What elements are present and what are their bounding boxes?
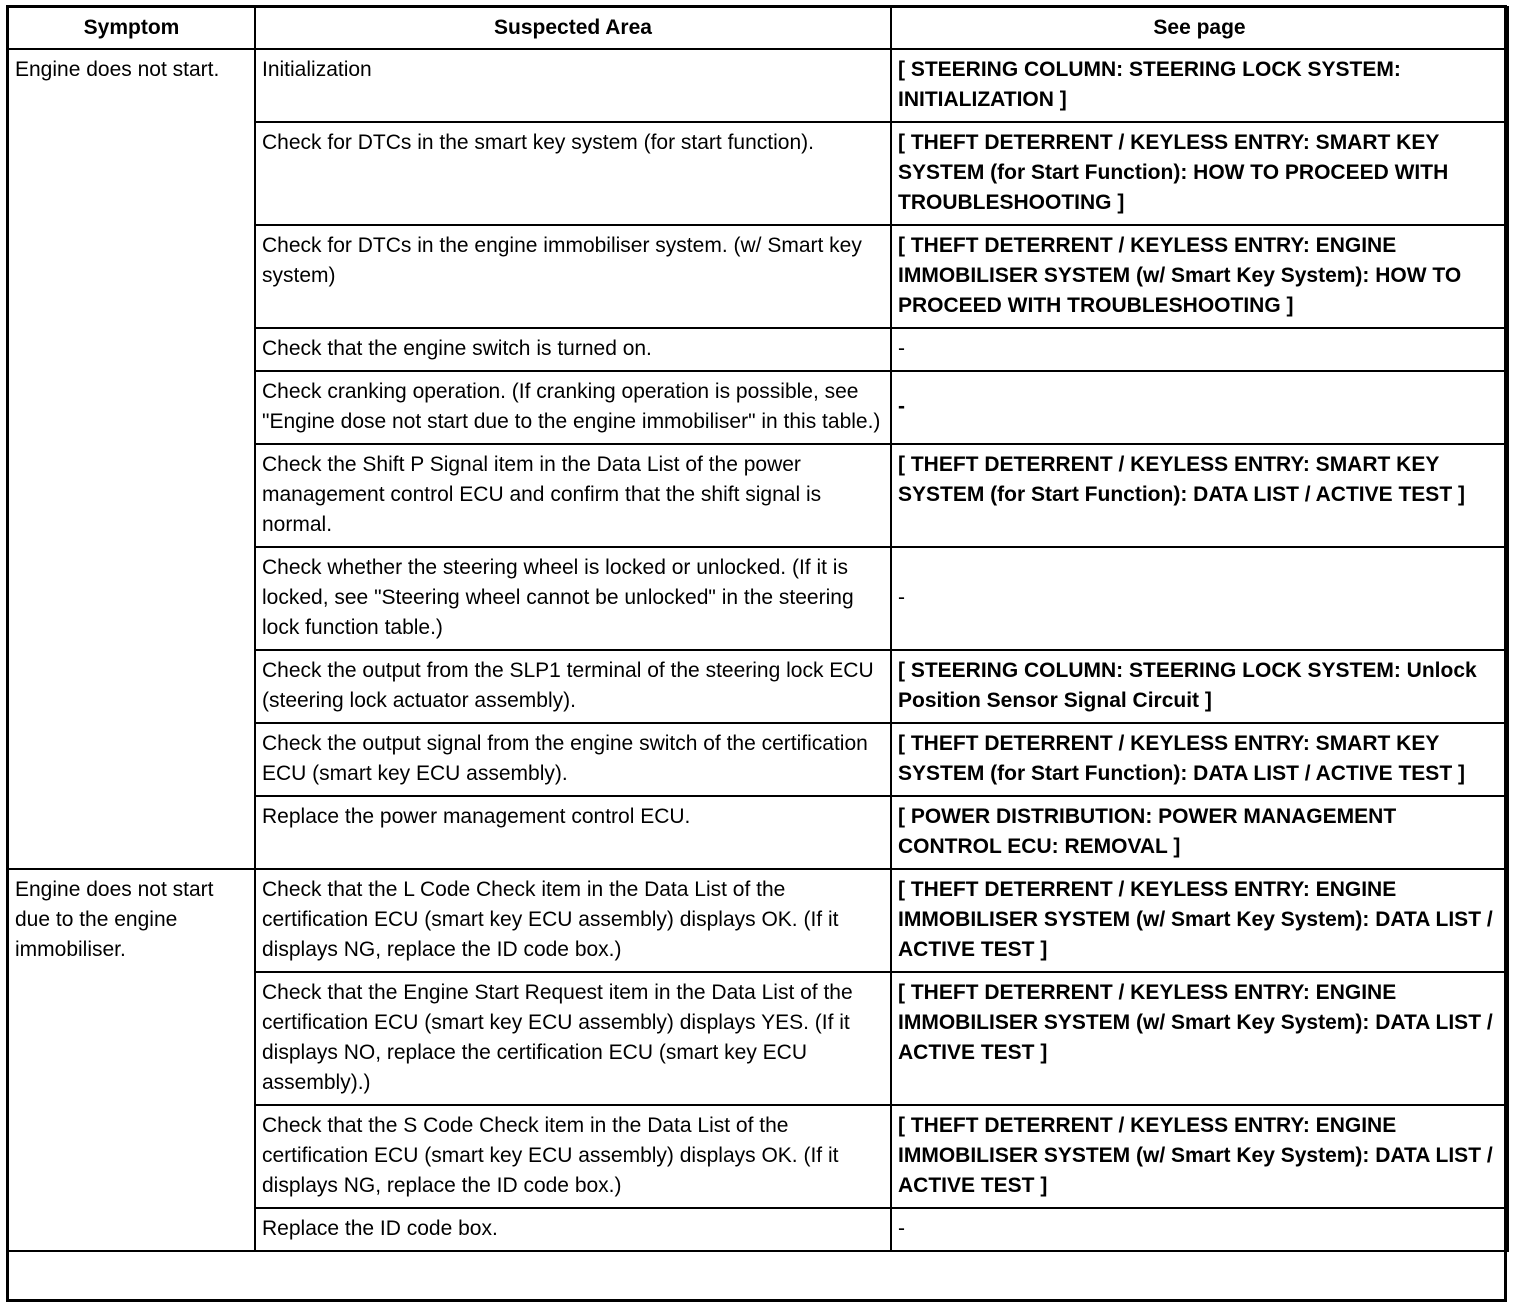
header-symptom: Symptom [8,7,255,49]
see-page-link[interactable]: [ STEERING COLUMN: STEERING LOCK SYSTEM: Unlock Position Sensor Signal Circuit ] [891,650,1508,723]
suspected-area-cell: Check that the S Code Check item in the Data List of the certification ECU (smart key ECU assembly) displays OK. (If it displays NG, replace the ID code box.) [255,1105,891,1208]
see-page-link[interactable]: [ THEFT DETERRENT / KEYLESS ENTRY: ENGINE IMMOBILISER SYSTEM (w/ Smart Key System): DATA LIST / ACTIVE TEST ] [891,972,1508,1105]
suspected-area-cell: Check for DTCs in the smart key system (for start function). [255,122,891,225]
suspected-area-cell: Check the output from the SLP1 terminal of the steering lock ECU (steering lock actuator assembly). [255,650,891,723]
header-see-page: See page [891,7,1508,49]
suspected-area-cell: Initialization [255,49,891,122]
see-page-dash: - [891,1208,1508,1251]
symptom-cell: Engine does not start due to the engine immobiliser. [8,869,255,1251]
symptom-cell: Engine does not start. [8,49,255,869]
see-page-link[interactable]: [ THEFT DETERRENT / KEYLESS ENTRY: SMART KEY SYSTEM (for Start Function): HOW TO PROCEED WITH TROUBLESHOOTING ] [891,122,1508,225]
suspected-area-cell: Check that the L Code Check item in the Data List of the certification ECU (smart key ECU assembly) displays OK. (If it displays NG, replace the ID code box.) [255,869,891,972]
suspected-area-cell: Replace the power management control ECU. [255,796,891,869]
see-page-link[interactable]: [ THEFT DETERRENT / KEYLESS ENTRY: SMART KEY SYSTEM (for Start Function): DATA LIST / ACTIVE TEST ] [891,444,1508,547]
see-page-dash: - [891,547,1508,650]
suspected-area-cell: Check for DTCs in the engine immobiliser system. (w/ Smart key system) [255,225,891,328]
table-row [8,869,1508,972]
see-page-dash: - [891,328,1508,371]
see-page-link[interactable]: [ THEFT DETERRENT / KEYLESS ENTRY: ENGINE IMMOBILISER SYSTEM (w/ Smart Key System): DATA LIST / ACTIVE TEST ] [891,1105,1508,1208]
table-row [8,49,1508,122]
see-page-link[interactable]: [ STEERING COLUMN: STEERING LOCK SYSTEM: INITIALIZATION ] [891,49,1508,122]
suspected-area-cell: Check cranking operation. (If cranking operation is possible, see "Engine dose not start due to the engine immobiliser" in this table.) [255,371,891,444]
troubleshooting-table [7,6,1509,1252]
see-page-link[interactable]: [ THEFT DETERRENT / KEYLESS ENTRY: SMART KEY SYSTEM (for Start Function): DATA LIST / ACTIVE TEST ] [891,723,1508,796]
see-page-link[interactable]: [ THEFT DETERRENT / KEYLESS ENTRY: ENGINE IMMOBILISER SYSTEM (w/ Smart Key System): HOW TO PROCEED WITH TROUBLESHOOTING ] [891,225,1508,328]
see-page-link[interactable]: [ POWER DISTRIBUTION: POWER MANAGEMENT CONTROL ECU: REMOVAL ] [891,796,1508,869]
see-page-dash: - [891,371,1508,444]
suspected-area-cell: Check that the Engine Start Request item in the Data List of the certification ECU (smart key ECU assembly) displays YES. (If it displays NO, replace the certification ECU (smart key ECU assembly).) [255,972,891,1105]
suspected-area-cell: Check that the engine switch is turned on. [255,328,891,371]
header-row [8,7,1508,49]
suspected-area-cell: Check the output signal from the engine switch of the certification ECU (smart key ECU assembly). [255,723,891,796]
see-page-link[interactable]: [ THEFT DETERRENT / KEYLESS ENTRY: ENGINE IMMOBILISER SYSTEM (w/ Smart Key System): DATA LIST / ACTIVE TEST ] [891,869,1508,972]
suspected-area-cell: Check whether the steering wheel is locked or unlocked. (If it is locked, see "Steering wheel cannot be unlocked" in the steering lock function table.) [255,547,891,650]
suspected-area-cell: Check the Shift P Signal item in the Data List of the power management control ECU and confirm that the shift signal is normal. [255,444,891,547]
suspected-area-cell: Replace the ID code box. [255,1208,891,1251]
header-suspected-area: Suspected Area [255,7,891,49]
